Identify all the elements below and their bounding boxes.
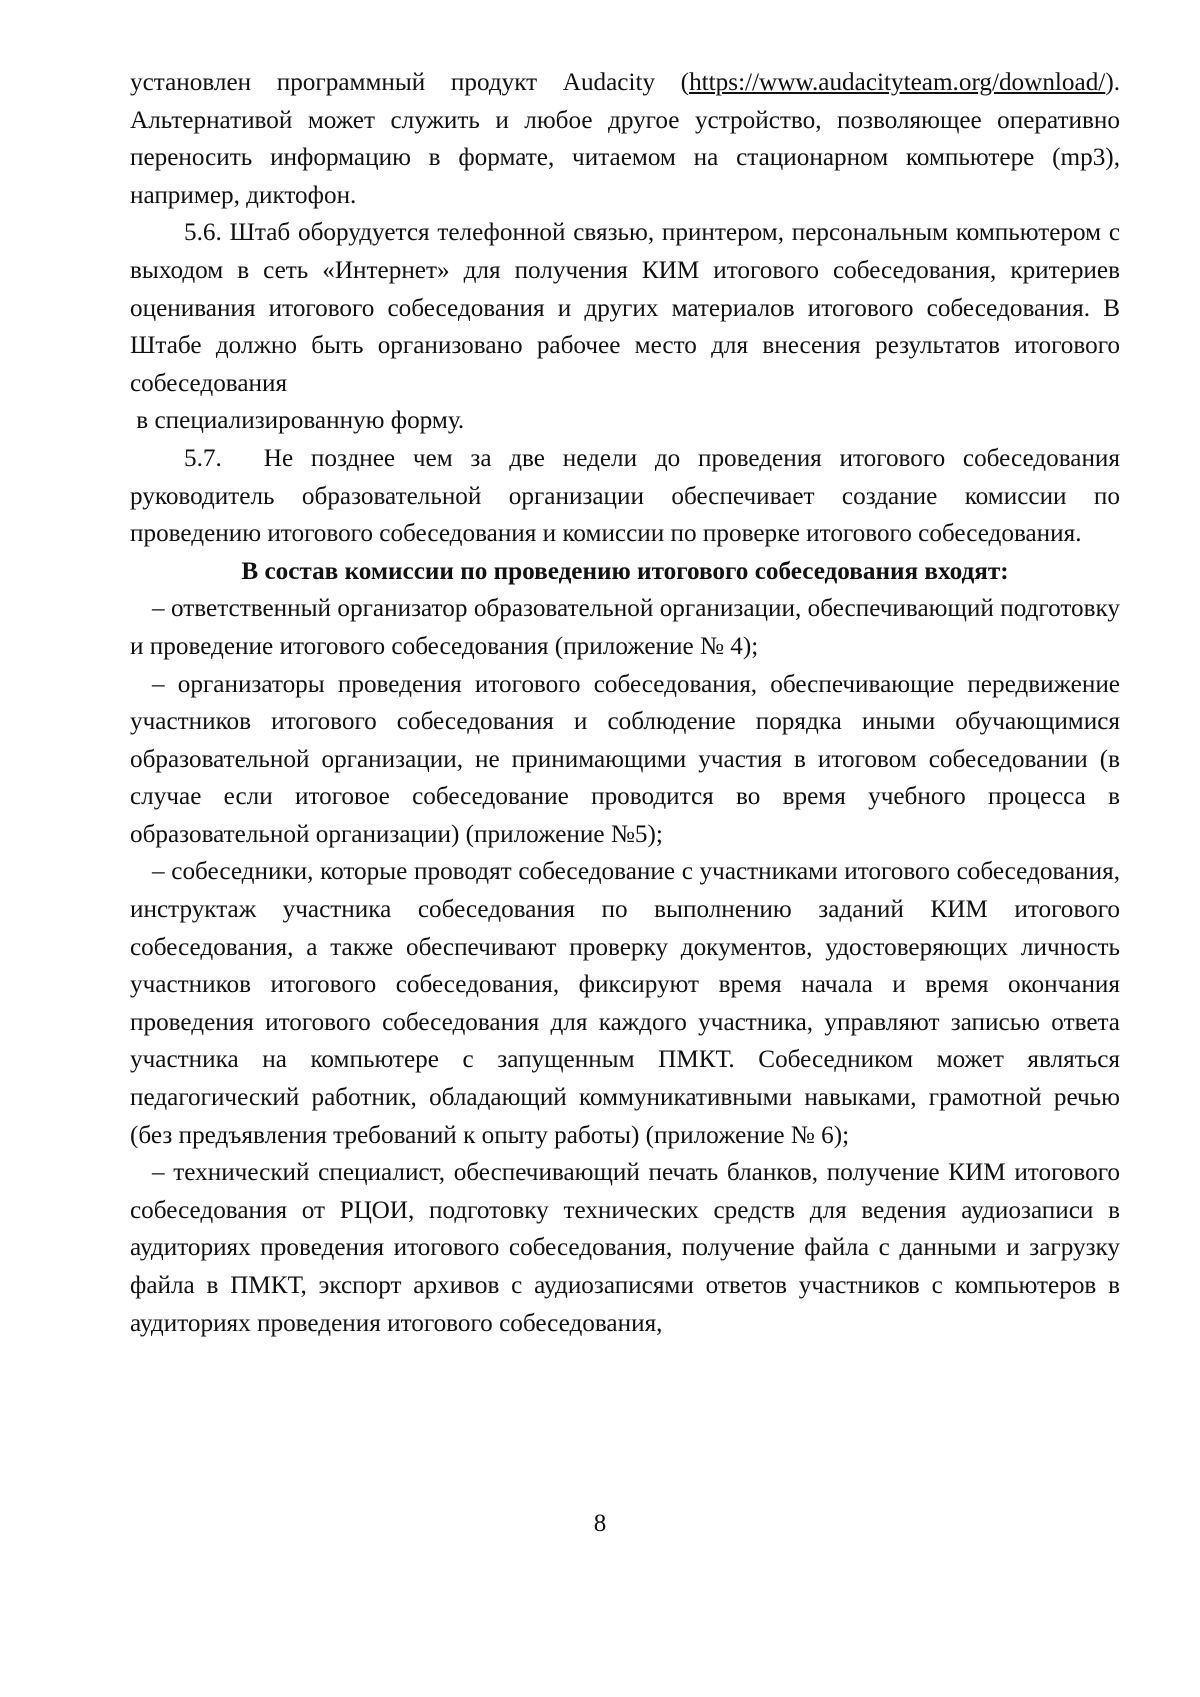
commission-heading: В состав комиссии по проведению итогового собеседования входят: — [241, 557, 1009, 585]
commission-item: – организаторы проведения итогового собеседования, обеспечивающие передвижение участников итогового собеседования и соблюдение порядка иными обучающимися образовательной организации, не принимающими участия в итоговом собеседовании (в случае если итоговое собеседование проводится во время учебного процесса в образовательной организации) (приложение №5); — [130, 670, 1120, 848]
paragraph-5-6-text: 5.6. Штаб оборудуется телефонной связью, принтером, персональным компьютером с выходом в сеть «Интернет» для получения КИМ итогового собеседования, критериев оценивания итогового собеседования и других материалов итогового собеседования. В Штабе должно быть организовано рабочее место для внесения результатов итогового собеседования — [130, 219, 1120, 397]
audacity-download-link[interactable]: https://www.audacityteam.org/download/ — [689, 69, 1106, 96]
commission-item: – технический специалист, обеспечивающий печать бланков, получение КИМ итогового собеседования от РЦОИ, подготовку технических средств для ведения аудиозаписи в аудиториях проведения итогового собеседования, получение файла с данными и загрузку файла в ПМКТ, экспорт архивов с аудиозаписями ответов участников с компьютеров в аудиториях проведения итогового собеседования, — [130, 1159, 1120, 1337]
document-page — [130, 64, 1120, 1342]
page-number: 8 — [593, 1510, 607, 1537]
paragraph-5-7 — [130, 440, 1120, 553]
paragraph-5-6-last-line: в специализированную форму. — [130, 407, 465, 435]
commission-item: – ответственный организатор образовательной организации, обеспечивающий подготовку и проведение итогового собеседования (приложение № 4); — [130, 595, 1120, 660]
paragraph-5-6 — [130, 214, 1120, 440]
paragraph-5-7-text: Не позднее чем за две недели до проведения итогового собеседования руководитель образовательной организации обеспечивает создание комиссии по проведению итогового собеседования и комиссии по проверке итогового собеседования. — [130, 444, 1120, 548]
paragraph-audacity — [130, 64, 1120, 214]
paragraph-audacity-text-1: установлен программный продукт Audacity ( — [130, 69, 690, 96]
paragraph-audacity-text-2: ). Альтернативой может служить и любое другое устройство, позволяющее оперативно переносить информацию в формате, читаемом на стационарном компьютере (mp3), например, диктофон. — [130, 69, 1120, 209]
commission-item: – собеседники, которые проводят собеседование с участниками итогового собеседования, инструктаж участника собеседования по выполнению заданий КИМ итогового собеседования, а также обеспечивают проверку документов, удостоверяющих личность участников итогового собеседования, фиксируют время начала и время окончания проведения итогового собеседования для каждого участника, управляют записью ответа участника на компьютере с запущенным ПМКТ. Собеседником может являться педагогический работник, обладающий коммуникативными навыками, грамотной речью (без предъявления требований к опыту работы) (приложение № 6); — [130, 858, 1120, 1149]
paragraph-5-7-number: 5.7. — [184, 444, 222, 472]
